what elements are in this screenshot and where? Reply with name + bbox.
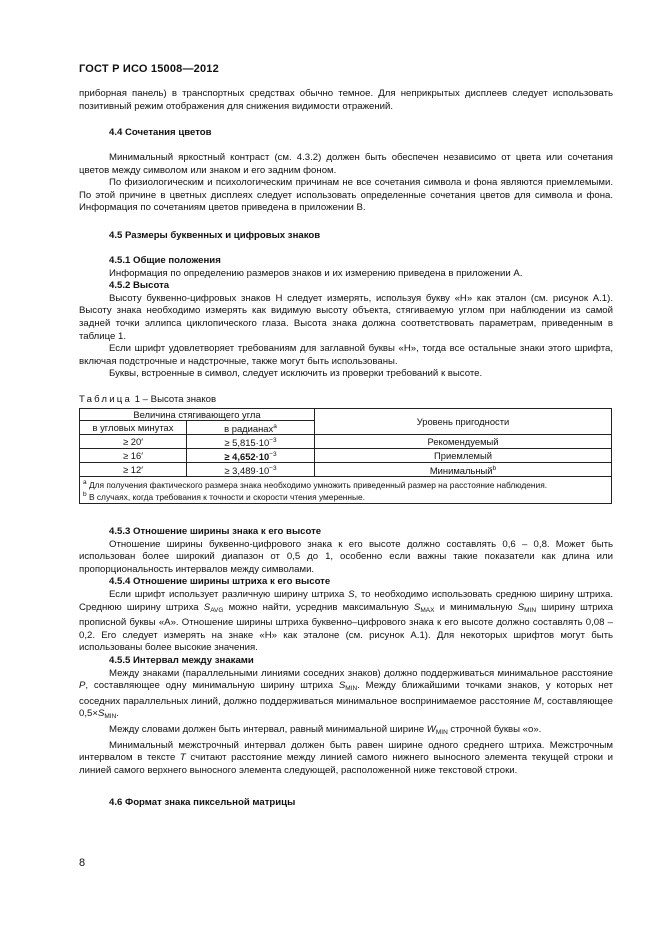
paragraph: Буквы, встроенные в символ, следует исключить из проверки требований к высоте. <box>109 368 483 380</box>
document-header: ГОСТ Р ИСО 15008—2012 <box>79 63 219 75</box>
table-caption-word: Таблица <box>79 394 133 405</box>
paragraph: По физиологическим и психологическим причинам не все сочетания символа и фона являются приемлемыми. По этой причине в цветных дисплеях следует использовать определенные сочетания цветов для символа и фона. Информация по сочетаниям цветов приведена в приложении В. <box>79 177 613 214</box>
header-angle: Величина стягивающего угла <box>80 409 315 421</box>
paragraph: Минимальный межстрочный интервал должен быть равен ширине одного среднего штриха. Межстрочным интервалом в тексте T считают расстояние между линией самого нижнего выносного элемента текущей строки и линией самого верхнего выносного элемента следующей, расположенной ниже текстовой строки. <box>79 739 613 776</box>
section-4-6 <box>79 797 613 810</box>
paragraph: Информация по определению размеров знаков и их измерению приведена в приложении А. <box>109 267 523 279</box>
text-block-intro <box>79 88 613 113</box>
section-4-4 <box>79 127 613 140</box>
paragraph: Если шрифт использует различную ширину штриха S, то необходимо использовать среднюю ширину штриха. Среднюю ширину штриха $S_{AVG}$ можно найти, усреднив максимальную $S_{MAX}$ и минимальную $S_{MIN}$ ширину штриха прописной буквы «А». Отношение ширины штриха буквенно–цифрового знака к его высоте должно составлять 0,08 – 0,2. Его следует измерять на знаке «Н» как эталоне (см. рисунок А.1). Для некоторых шрифтов могут быть использованы более высокие значения. <box>79 588 613 654</box>
table-row: ≥ 16′ ≥ $4,652\cdot 10^{-3}$ Приемлемый <box>80 449 612 463</box>
header-minutes: в угловых минутах <box>80 421 187 435</box>
header-level: Уровень пригодности <box>315 409 612 435</box>
section-4-4-body <box>79 152 613 215</box>
section-heading: 4.6 Формат знака пиксельной матрицы <box>109 797 296 808</box>
subsection-heading: 4.5.4 Отношение ширины штриха к его высоте <box>109 576 331 588</box>
subsection-heading: 4.5.5 Интервал между знаками <box>109 654 254 666</box>
paragraph: Между словами должен быть интервал, равный минимальной ширине $W_{MIN}$ строчной буквы «о». <box>109 723 542 736</box>
height-table <box>79 408 612 504</box>
footnote-b: $^b$ В случаях, когда требования к точности и скорости чтения умеренные. <box>83 491 366 502</box>
paragraph: приборная панель) в транспортных средствах обычно темное. Для неприкрытых дисплеев следует использовать позитивный режим отображения для снижения видимости отражений. <box>79 88 613 112</box>
paragraph: Если шрифт удовлетворяет требованиям для заглавной буквы «Н», тогда все остальные знаки этого шрифта, включая подстрочные и надстрочные, также могут быть использованы. <box>79 343 613 367</box>
subsection-heading: 4.5.3 Отношение ширины знака к его высоте <box>109 526 322 537</box>
paragraph: Между знаками (параллельными линиями соседних знаков) должно поддерживаться минимальное расстояние P, составляющее одну минимальную ширину штриха $S_{MIN}$. Между ближайшими точками знаков, у которых нет соседних параллельных линий, должно поддерживаться минимальное воспринимаемое расстояние M, составляющее $0,5\times S_{MIN}$. <box>79 667 614 721</box>
table-footnotes <box>80 477 612 504</box>
header-radians: в радианах$^a$ <box>187 421 315 435</box>
page-number: 8 <box>79 857 86 869</box>
table-header-row <box>80 409 612 421</box>
paragraph: Отношение ширины буквенно-цифрового знака к его высоте должно составлять 0,6 – 0,8. Может быть использован более широкий диапазон от 0,5 до 1, особенно если важны такие показатели как длина или пропорциональность интервалов между символами. <box>79 538 613 575</box>
section-heading: 4.4 Сочетания цветов <box>109 127 212 138</box>
section-heading: 4.5 Размеры буквенных и цифровых знаков <box>109 230 321 241</box>
paragraph: Высоту буквенно-цифровых знаков Н следует измерять, используя букву «Н» как эталон (см. рисунок А.1). Высоту знака необходимо измерять как видимую высоту объекта, стягиваемую углом при наблюдении из самой задней точки эллипса циклопического глаза. Высота знака должна соответствовать параметрам, приведенным в таблице 1. <box>79 292 613 342</box>
footnote-a: $^a$ Для получения фактического размера знака необходимо умножить приведенный размер на расстояние наблюдения. <box>83 479 548 490</box>
table-row: ≥ 12′ ≥ $3,489\cdot 10^{-3}$ Минимальный$^b$ <box>80 463 612 477</box>
subsection-heading: 4.5.1 Общие положения <box>109 255 221 266</box>
section-4-5-3-to-5 <box>79 526 613 777</box>
table-caption <box>79 394 216 405</box>
table-row: ≥ 20′ ≥ $5,815\cdot 10^{-3}$ Рекомендуемый <box>80 435 612 449</box>
section-4-5-body <box>79 255 613 381</box>
subsection-heading: 4.5.2 Высота <box>109 280 170 292</box>
paragraph: Минимальный яркостный контраст (см. 4.3.2) должен быть обеспечен независимо от цвета или сочетания цветов между символом или знаком и его задним фоном. <box>79 152 613 176</box>
section-4-5 <box>79 230 613 243</box>
table-caption-text: 1 – Высота знаков <box>132 394 217 405</box>
